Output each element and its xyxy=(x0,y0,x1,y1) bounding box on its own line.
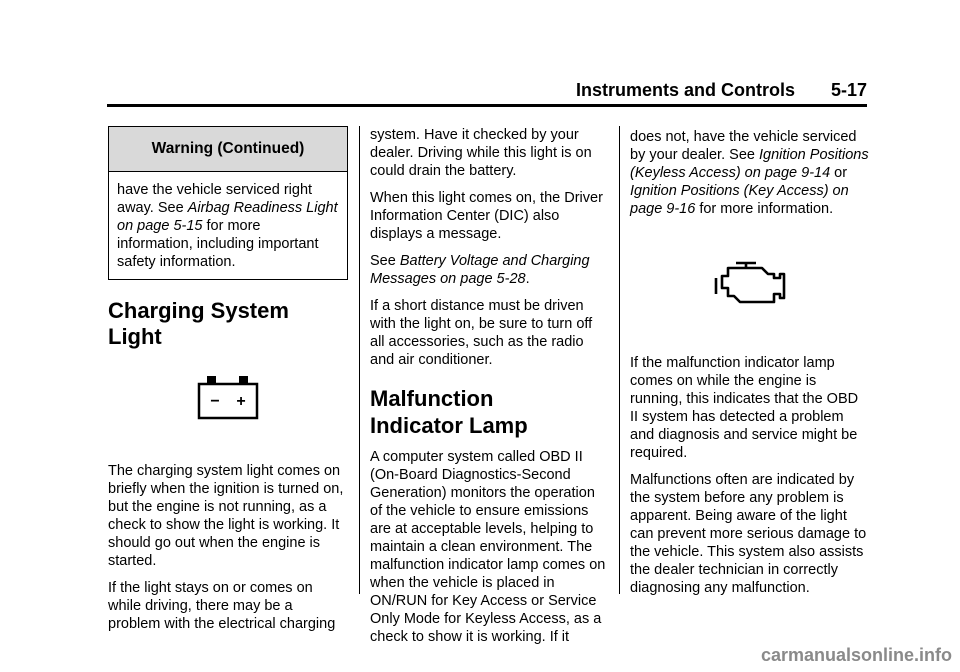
text: See xyxy=(370,253,400,269)
column-divider xyxy=(359,126,360,594)
column-divider xyxy=(619,126,620,594)
paragraph xyxy=(630,128,870,218)
battery-voltage-reference-link[interactable]: Battery Voltage and Charging Messages on page 5-28 xyxy=(370,253,590,287)
paragraph: If a short distance must be driven with the light on, be sure to turn off all accessories, such as the radio and air conditioner. xyxy=(370,298,593,368)
text: . xyxy=(525,271,530,287)
paragraph: When this light comes on, the Driver Information Center (DIC) also displays a message. xyxy=(370,190,603,242)
warning-reference-link[interactable]: Airbag Readiness Light on page 5-15 xyxy=(117,200,338,234)
malfunction-indicator-lamp-heading xyxy=(370,385,610,439)
text: for more information. xyxy=(695,201,834,217)
paragraph xyxy=(370,252,610,288)
battery-minus-symbol: − xyxy=(210,393,220,410)
warning-text-end: for more information, including important safety information. xyxy=(117,218,319,270)
ignition-key-reference-link[interactable]: Ignition Positions (Key Access) on page 9-16 xyxy=(630,183,849,217)
text: does not, have the vehicle serviced by your dealer. See xyxy=(630,129,857,163)
paragraph: If the light stays on or comes on while driving, there may be a problem with the electrical charging xyxy=(108,580,336,632)
warning-body xyxy=(109,172,347,279)
engine-check-icon xyxy=(630,254,870,354)
warning-title: Warning (Continued) xyxy=(109,127,347,172)
header-rule xyxy=(107,104,867,107)
page-header xyxy=(107,80,867,102)
column-2 xyxy=(370,126,610,655)
charging-system-light-heading: Charging System Light xyxy=(108,298,289,349)
watermark: carmanualsonline.info xyxy=(760,645,952,665)
heading-line-1: Malfunction xyxy=(370,386,494,411)
column-3 xyxy=(630,128,870,606)
heading-line-2: Indicator Lamp xyxy=(370,413,528,438)
warning-box xyxy=(108,126,348,280)
section-header-title: Instruments and Controls xyxy=(575,80,795,100)
battery-plus-symbol: + xyxy=(236,393,246,410)
warning-text: have the vehicle serviced right away. See xyxy=(117,182,313,216)
paragraph: The charging system light comes on briefly when the ignition is turned on, but the engine is not running, as a check to show the light is working. It should go out when the engine is started. xyxy=(108,463,344,569)
text: or xyxy=(830,165,848,181)
paragraph: A computer system called OBD II (On-Board Diagnostics-Second Generation) monitors the operation of the vehicle to ensure emissions are at acceptable levels, helping to maintain a clean environment. The malfunction indicator lamp comes on when the vehicle is placed in ON/RUN for Key Access or Service Only Mode for Keyless Access, as a check to show it is working. If it xyxy=(370,449,606,645)
battery-icon xyxy=(108,372,348,462)
paragraph: If the malfunction indicator lamp comes on while the engine is running, this indicates that the OBD II system has detected a problem and diagnosis and service might be required. xyxy=(630,355,859,461)
paragraph: system. Have it checked by your dealer. Driving while this light is on could drain the battery. xyxy=(370,127,592,179)
column-1 xyxy=(108,126,348,642)
paragraph: Malfunctions often are indicated by the system before any problem is apparent. Being aware of the light can prevent more serious damage to the vehicle. This system also assists the dealer technician in correctly diagnosing any malfunction. xyxy=(630,472,867,596)
ignition-keyless-reference-link[interactable]: Ignition Positions (Keyless Access) on page 9-14 xyxy=(630,147,869,181)
page-number: 5-17 xyxy=(830,80,867,100)
